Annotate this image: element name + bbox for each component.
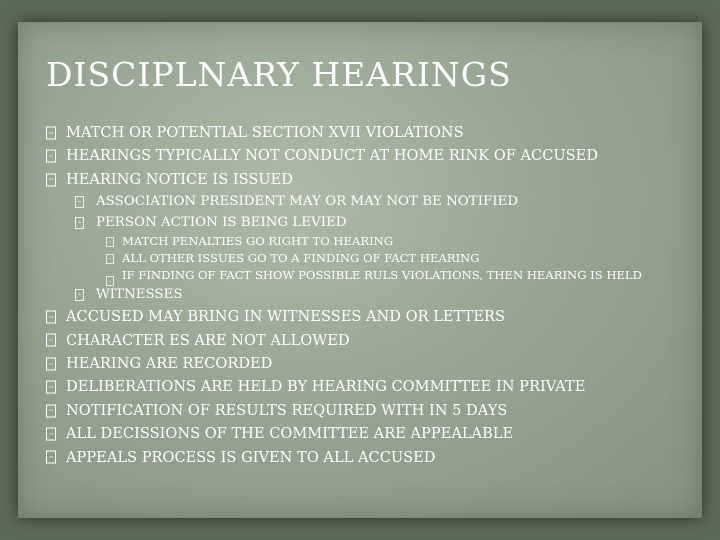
box-bullet-icon <box>46 173 56 186</box>
slide-title: DISCIPLNARY HEARINGS <box>46 55 512 94</box>
sub-sub-bullet-text: IF FINDING OF FACT SHOW POSSIBLE RULS VIOLATIONS, THEN HEARING IS HELD <box>122 268 642 283</box>
bullet-text: ACCUSED MAY BRING IN WITNESSES AND OR LETTERS <box>66 308 505 326</box>
box-bullet-icon <box>106 237 114 247</box>
box-bullet-icon <box>46 126 56 139</box>
bullet-item <box>46 168 676 191</box>
sub-bullet-text: WITNESSES <box>96 287 183 303</box>
bullet-list <box>46 121 676 469</box>
bullet-item <box>46 144 676 167</box>
bullet-text: HEARINGS TYPICALLY NOT CONDUCT AT HOME RINK OF ACCUSED <box>66 147 599 165</box>
bullet-text: MATCH OR POTENTIAL SECTION XVII VIOLATIONS <box>66 124 464 141</box>
sub-sub-bullet-item <box>46 233 676 250</box>
sub-bullet-item <box>46 212 676 233</box>
sub-sub-bullet-item <box>46 267 662 284</box>
box-bullet-icon <box>46 310 56 323</box>
box-bullet-icon <box>46 451 56 464</box>
box-bullet-icon <box>75 289 84 301</box>
box-bullet-icon <box>75 196 84 208</box>
sub-bullet-item <box>46 284 676 305</box>
sub-sub-bullet-text: MATCH PENALTIES GO RIGHT TO HEARING <box>122 234 394 249</box>
bullet-item <box>46 375 676 398</box>
sub-bullet-text: ASSOCIATION PRESIDENT MAY OR MAY NOT BE NOTIFIED <box>96 194 519 210</box>
bullet-text: APPEALS PROCESS IS GIVEN TO ALL ACCUSED <box>66 448 436 466</box>
bullet-text: HEARING ARE RECORDED <box>66 355 273 373</box>
bullet-text: CHARACTER ES ARE NOT ALLOWED <box>66 331 350 349</box>
box-bullet-icon <box>46 404 56 417</box>
box-bullet-icon <box>46 427 56 440</box>
bullet-text: DELIBERATIONS ARE HELD BY HEARING COMMITTEE IN PRIVATE <box>66 378 586 396</box>
bullet-item <box>46 446 676 469</box>
box-bullet-icon <box>106 254 114 264</box>
bullet-text: NOTIFICATION OF RESULTS REQUIRED WITH IN 5 DAYS <box>66 401 508 419</box>
box-bullet-icon <box>46 334 56 347</box>
sub-sub-bullet-text: ALL OTHER ISSUES GO TO A FINDING OF FACT HEARING <box>122 251 480 266</box>
bullet-item <box>46 305 676 328</box>
bullet-item <box>46 352 676 375</box>
box-bullet-icon <box>46 381 56 394</box>
bullet-item <box>46 399 676 422</box>
bullet-item <box>46 422 676 445</box>
sub-bullet-item <box>46 191 676 212</box>
bullet-item <box>46 329 676 352</box>
bullet-text: ALL DECISSIONS OF THE COMMITTEE ARE APPEALABLE <box>66 425 514 443</box>
sub-sub-bullet-item <box>46 250 676 267</box>
sub-bullet-text: PERSON ACTION IS BEING LEVIED <box>96 215 347 231</box>
bullet-item <box>46 121 676 144</box>
bullet-text: HEARING NOTICE IS ISSUED <box>66 170 293 188</box>
box-bullet-icon <box>46 357 56 370</box>
box-bullet-icon <box>75 217 84 229</box>
box-bullet-icon <box>46 150 56 163</box>
